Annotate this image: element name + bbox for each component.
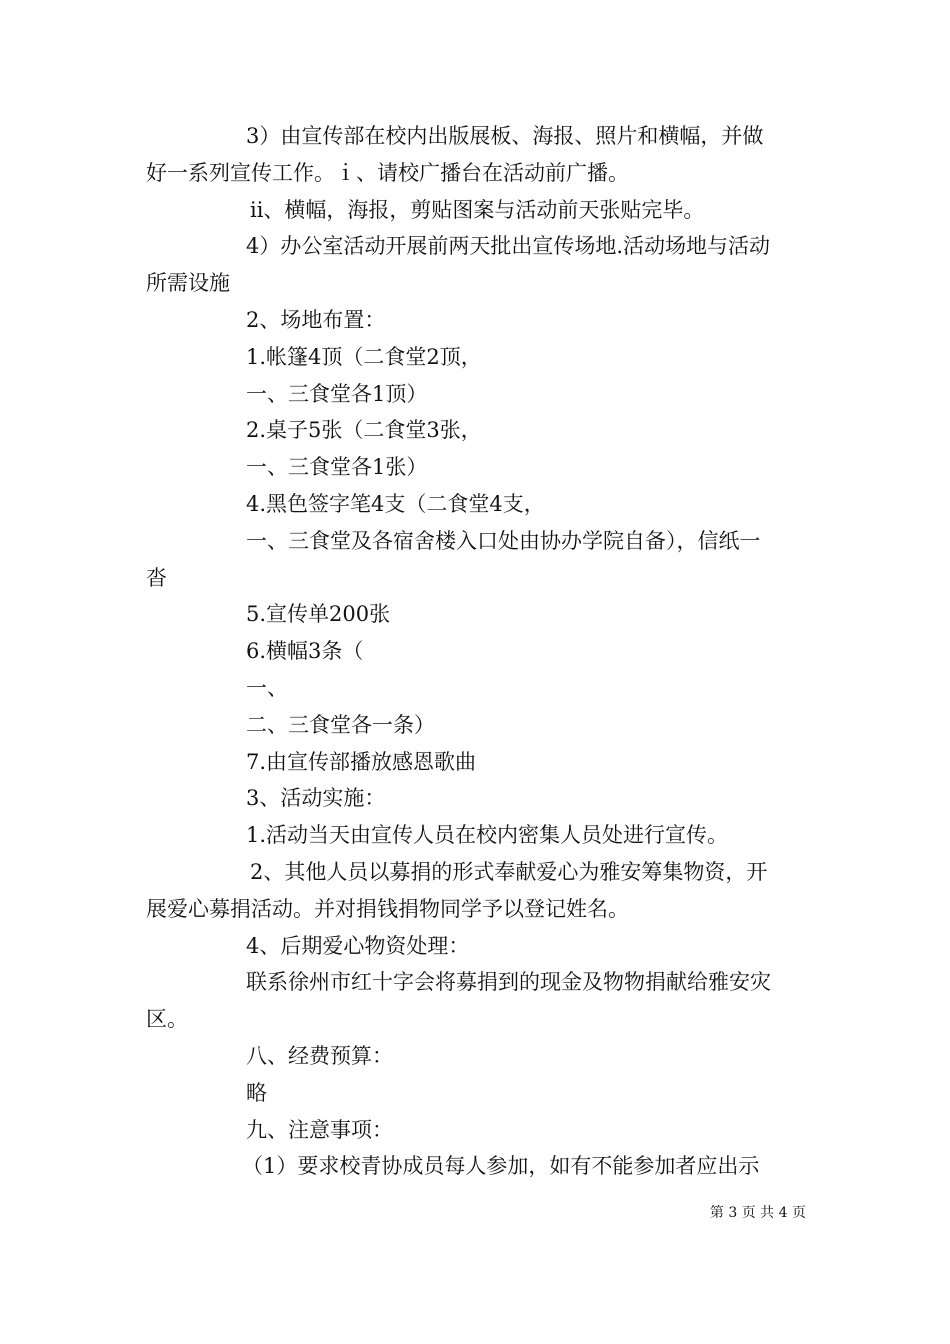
section-heading: 3、活动实施： — [246, 786, 386, 811]
paragraph-line: 4）办公室活动开展前两天批出宣传场地.活动场地与活动 — [246, 234, 771, 259]
paragraph-line: 区。 — [146, 1007, 188, 1032]
paragraph-line: 略 — [246, 1080, 267, 1105]
page-number-footer: 第 3 页 共 4 页 — [709, 1205, 806, 1221]
list-item: 一、 — [246, 675, 288, 700]
list-item: 1.帐篷4顶（二食堂2顶， — [246, 344, 482, 369]
paragraph-line: 3）由宣传部在校内出版展板、海报、照片和横幅，并做 — [246, 124, 764, 148]
document-body — [146, 118, 810, 1185]
list-item: 一、三食堂各1顶） — [246, 381, 428, 406]
paragraph-line: 好一系列宣传工作。ｉ、请校广播台在活动前广播。 — [146, 160, 629, 185]
paragraph-line: 2、其他人员以募捐的形式奉献爱心为雅安筹集物资，开 — [250, 859, 768, 884]
paragraph-line: 展爱心募捐活动。并对捐钱捐物同学予以登记姓名。 — [146, 896, 629, 921]
paragraph-line: ⅱ、横幅，海报，剪贴图案与活动前天张贴完毕。 — [250, 197, 705, 222]
list-item: 5.宣传单200张 — [246, 602, 391, 627]
list-item: 7.由宣传部播放感恩歌曲 — [246, 749, 477, 774]
list-item: 2.桌子5张（二食堂3张， — [246, 418, 482, 443]
section-heading: 九、注意事项： — [246, 1117, 393, 1142]
list-item: 4.黑色签字笔4支（二食堂4支， — [246, 491, 545, 516]
paragraph-line: 所需设施 — [146, 271, 230, 296]
section-heading: 八、经费预算： — [246, 1043, 393, 1068]
paragraph-line: 联系徐州市红十字会将募捐到的现金及物物捐献给雅安灾 — [246, 970, 771, 995]
paragraph-line: （1）要求校青协成员每人参加，如有不能参加者应出示 — [242, 1154, 760, 1179]
section-heading: 4、后期爱心物资处理： — [246, 933, 470, 958]
list-item: 二、三食堂各一条） — [246, 712, 435, 737]
list-item: 一、三食堂及各宿舍楼入口处由协办学院自备），信纸一 — [246, 528, 761, 553]
paragraph-line: 沓 — [146, 565, 167, 590]
list-item: 6.横幅3条（ — [246, 639, 364, 664]
section-heading: 2、场地布置： — [246, 307, 386, 332]
list-item: 1.活动当天由宣传人员在校内密集人员处进行宣传。 — [246, 823, 729, 848]
list-item: 一、三食堂各1张） — [246, 455, 428, 480]
